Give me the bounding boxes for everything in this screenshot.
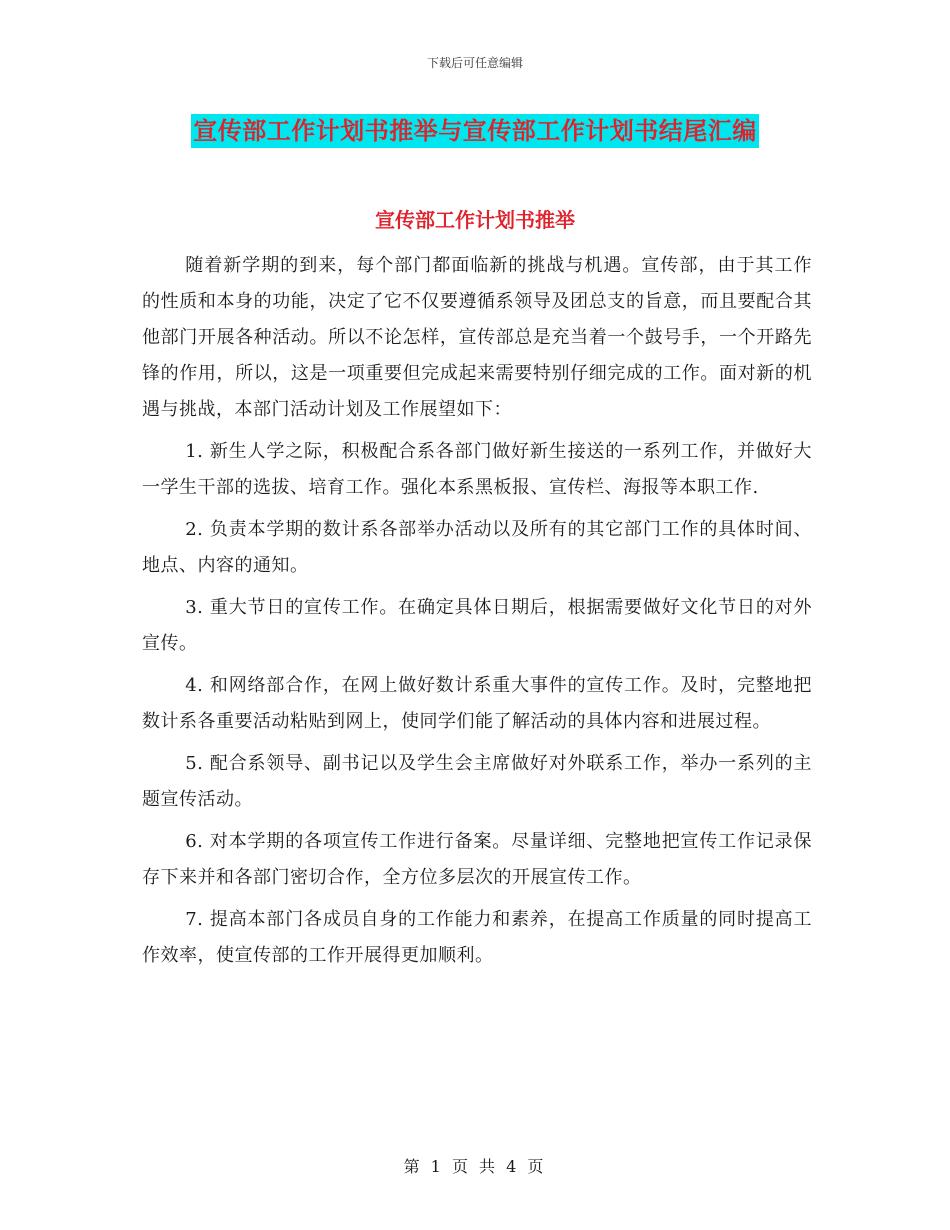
paragraph-item-3: 3. 重大节日的宣传工作。在确定具体日期后，根据需要做好文化节日的对外宣传。 bbox=[142, 597, 812, 654]
paragraph-item-1: 1. 新生人学之际，积极配合系各部门做好新生接送的一系列工作，并做好大一学生干部的选拔、培育工作。强化本系黑板报、宣传栏、海报等本职工作. bbox=[142, 441, 812, 498]
section-title: 宣传部工作计划书推举 bbox=[375, 208, 575, 232]
paragraph-item-2: 2. 负责本学期的数计系各部举办活动以及所有的其它部门工作的具体时间、地点、内容的通知。 bbox=[142, 519, 812, 576]
paragraph-item-5: 5. 配合系领导、副书记以及学生会主席做好对外联系工作，举办一系列的主题宣传活动。 bbox=[142, 753, 812, 810]
page-footer: 第 1 页 共 4 页 bbox=[403, 1157, 547, 1176]
document-body bbox=[142, 248, 812, 980]
main-title-wrap bbox=[0, 114, 950, 148]
paragraph-item-4: 4. 和网络部合作，在网上做好数计系重大事件的宣传工作。及时，完整地把数计系各重要活动粘贴到网上，使同学们能了解活动的具体内容和进展过程。 bbox=[142, 675, 812, 732]
header-note: 下载后可任意编辑 bbox=[426, 56, 523, 70]
paragraph-item-7: 7. 提高本部门各成员自身的工作能力和素养，在提高工作质量的同时提高工作效率，使宣传部的工作开展得更加顺利。 bbox=[142, 909, 812, 966]
paragraph-item-6: 6. 对本学期的各项宣传工作进行备案。尽量详细、完整地把宣传工作记录保存下来并和各部门密切合作，全方位多层次的开展宣传工作。 bbox=[142, 831, 812, 888]
main-title: 宣传部工作计划书推举与宣传部工作计划书结尾汇编 bbox=[191, 114, 759, 148]
paragraph-intro: 随着新学期的到来，每个部门都面临新的挑战与机遇。宣传部，由于其工作的性质和本身的功能，决定了它不仅要遵循系领导及团总支的旨意，而且要配合其他部门开展各种活动。所以不论怎样，宣传部总是充当着一个鼓号手，一个开路先锋的作用，所以，这是一项重要但完成起来需要特别仔细完成的工作。面对新的机遇与挑战，本部门活动计划及工作展望如下： bbox=[142, 255, 812, 420]
